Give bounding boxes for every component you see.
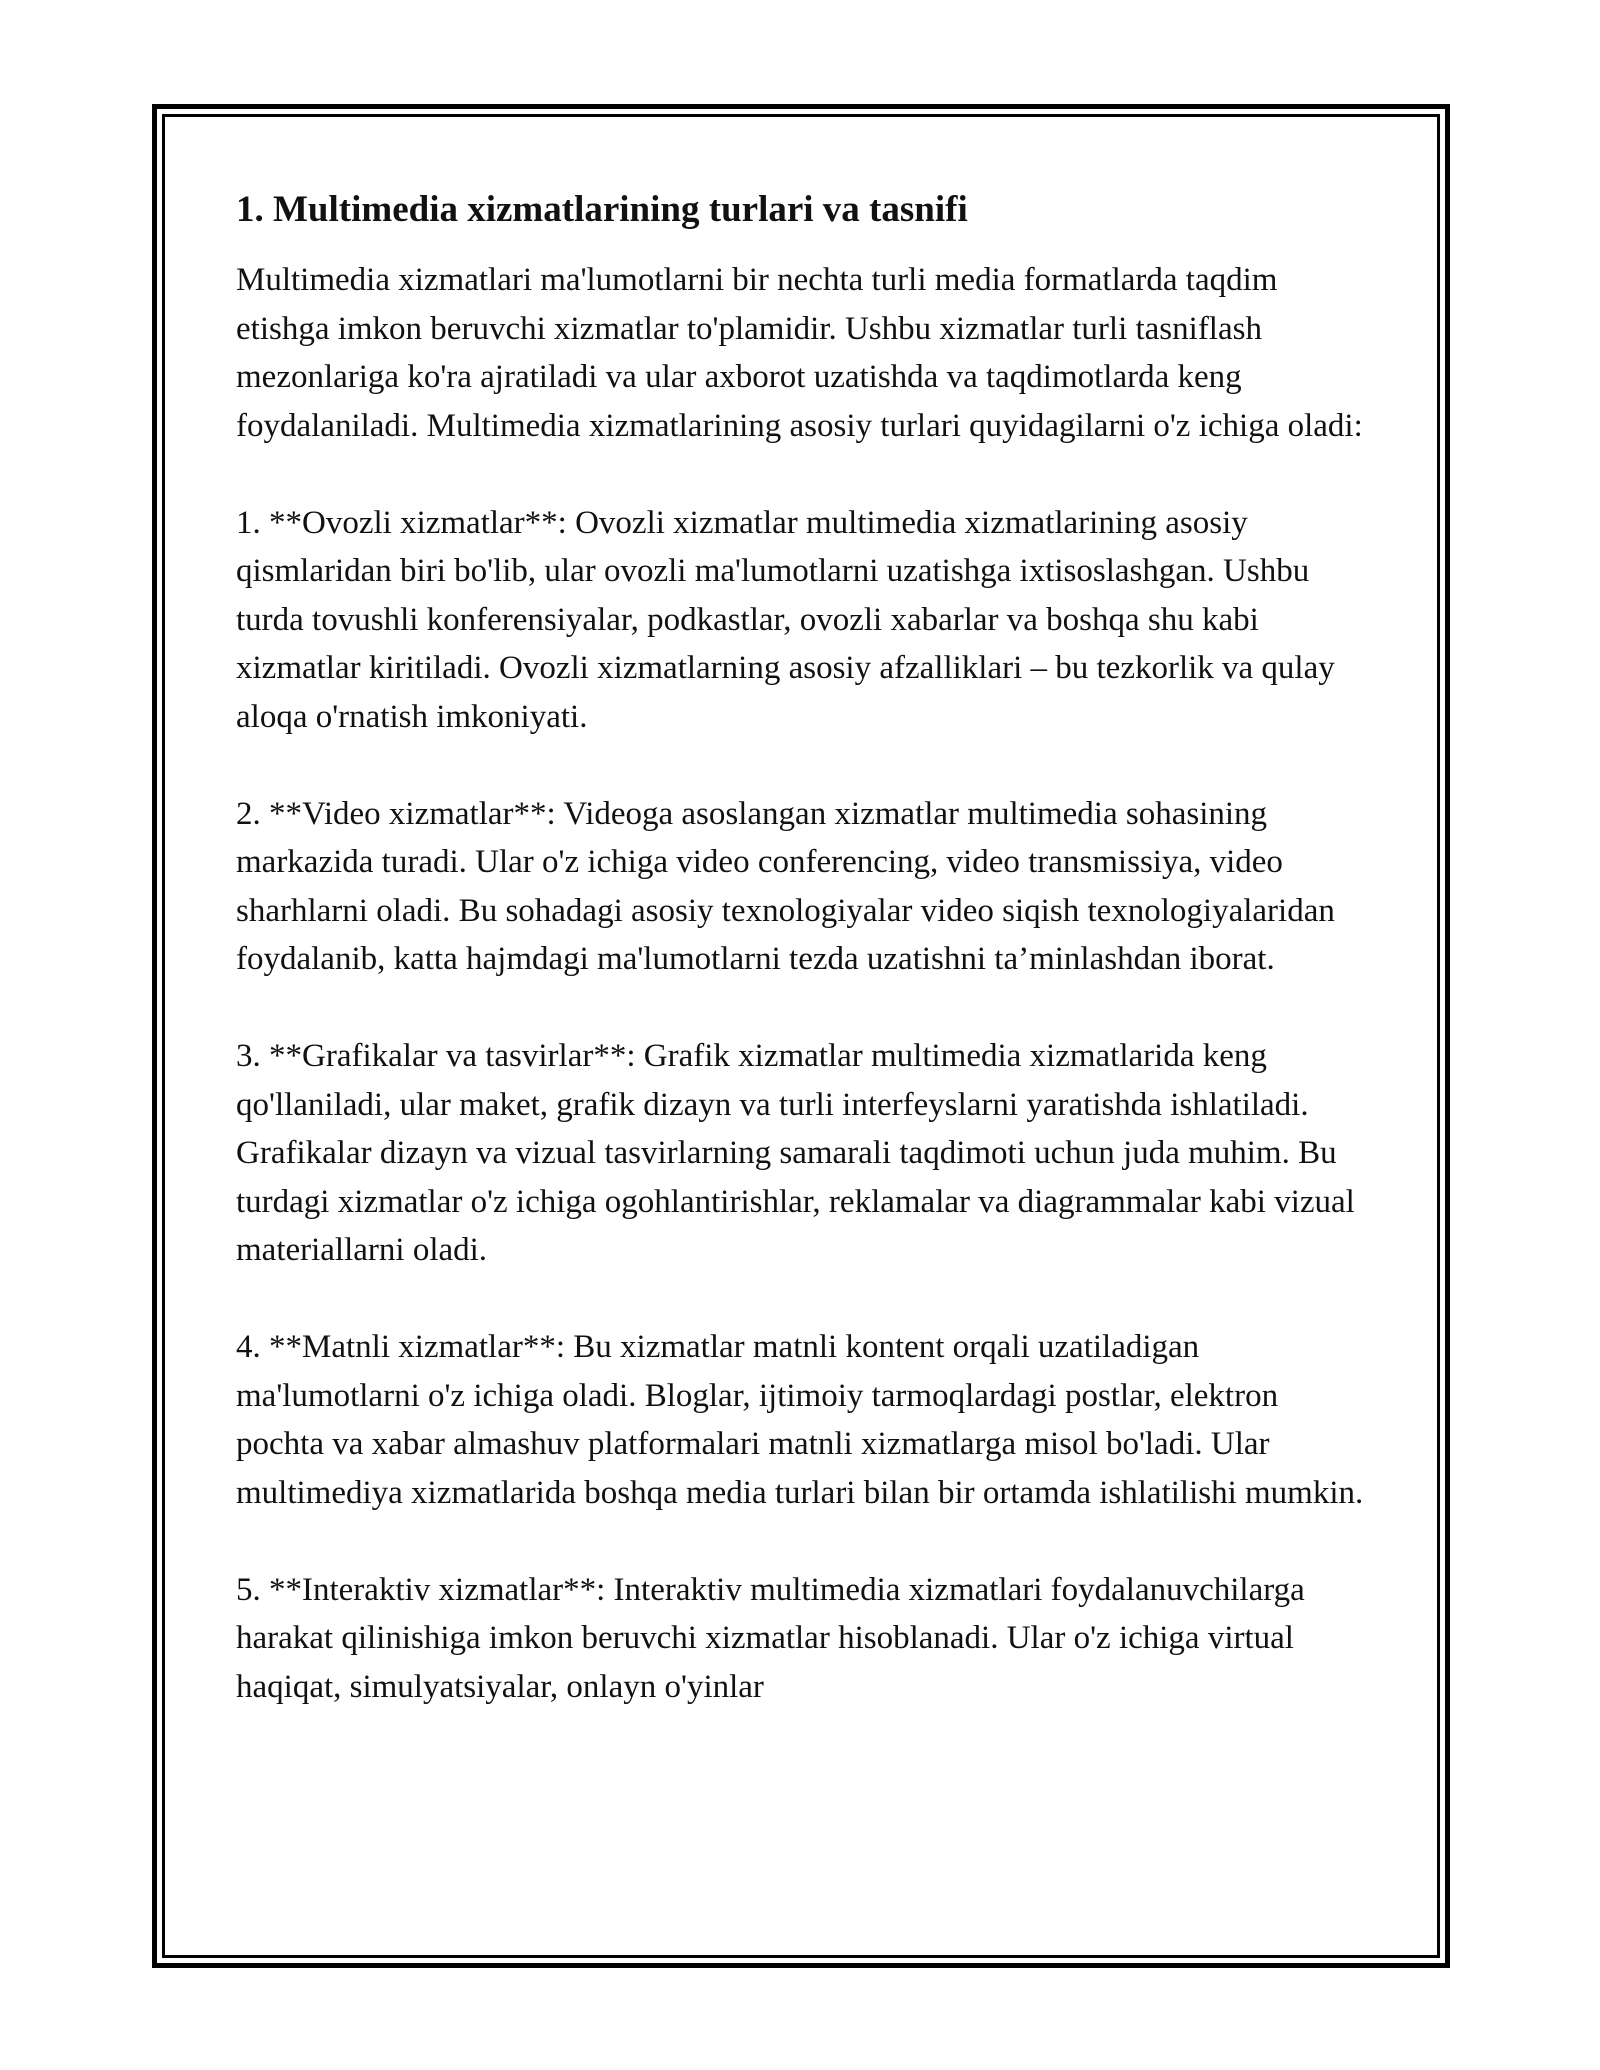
- paragraph-graphics-services: 3. **Grafikalar va tasvirlar**: Grafik xizmatlar multimedia xizmatlarida keng qo'llaniladi, ular maket, grafik dizayn va turli interfeyslarni yaratishda ishlatiladi. Grafikalar dizayn va vizual tasvirlarning samarali taqdimoti uchun juda muhim. Bu turdagi xizmatlar o'z ichiga ogohlantirishlar, reklamalar va diagrammalar kabi vizual materiallarni oladi.: [236, 1038, 1355, 1268]
- paragraph-interactive-services: 5. **Interaktiv xizmatlar**: Interaktiv multimedia xizmatlari foydalanuvchilarga harakat qilinishiga imkon beruvchi xizmatlar hisoblanadi. Ular o'z ichiga virtual haqiqat, simulyatsiyalar, onlayn o'yinlar: [236, 1571, 1305, 1705]
- section-heading: 1. Multimedia xizmatlarining turlari va tasnifi: [236, 189, 968, 230]
- paragraph-voice-services: 1. **Ovozli xizmatlar**: Ovozli xizmatlar multimedia xizmatlarining asosiy qismlaridan biri bo'lib, ular ovozli ma'lumotlarni uzatishga ixtisoslashgan. Ushbu turda tovushli konferensiyalar, podkastlar, ovozli xabarlar va boshqa shu kabi xizmatlar kiritiladi. Ovozli xizmatlarning asosiy afzalliklari – bu tezkorlik va qulay aloqa o'rnatish imkoniyati.: [236, 504, 1335, 735]
- paragraph-text-services: 4. **Matnli xizmatlar**: Bu xizmatlar matnli kontent orqali uzatiladigan ma'lumotlarni o'z ichiga oladi. Bloglar, ijtimoiy tarmoqlardagi postlar, elektron pochta va xabar almashuv platformalari matnli xizmatlarga misol bo'ladi. Ular multimediya xizmatlarida boshqa media turlari bilan bir ortamda ishlatilishi mumkin.: [236, 1329, 1364, 1511]
- document-body: [236, 186, 1366, 1711]
- paragraph-video-services: 2. **Video xizmatlar**: Videoga asoslangan xizmatlar multimedia sohasining markazida turadi. Ular o'z ichiga video conferencing, video transmissiya, video sharhlarni oladi. Bu sohadagi asosiy texnologiyalar video siqish texnologiyalaridan foydalanib, katta hajmdagi ma'lumotlarni tezda uzatishni ta’minlashdan iborat.: [236, 795, 1335, 977]
- intro-paragraph: Multimedia xizmatlari ma'lumotlarni bir nechta turli media formatlarda taqdim etishga imkon beruvchi xizmatlar to'plamidir. Ushbu xizmatlar turli tasniflash mezonlariga ko'ra ajratiladi va ular axborot uzatishda va taqdimotlarda keng foydalaniladi. Multimedia xizmatlarining asosiy turlari quyidagilarni o'z ichiga oladi:: [236, 262, 1363, 444]
